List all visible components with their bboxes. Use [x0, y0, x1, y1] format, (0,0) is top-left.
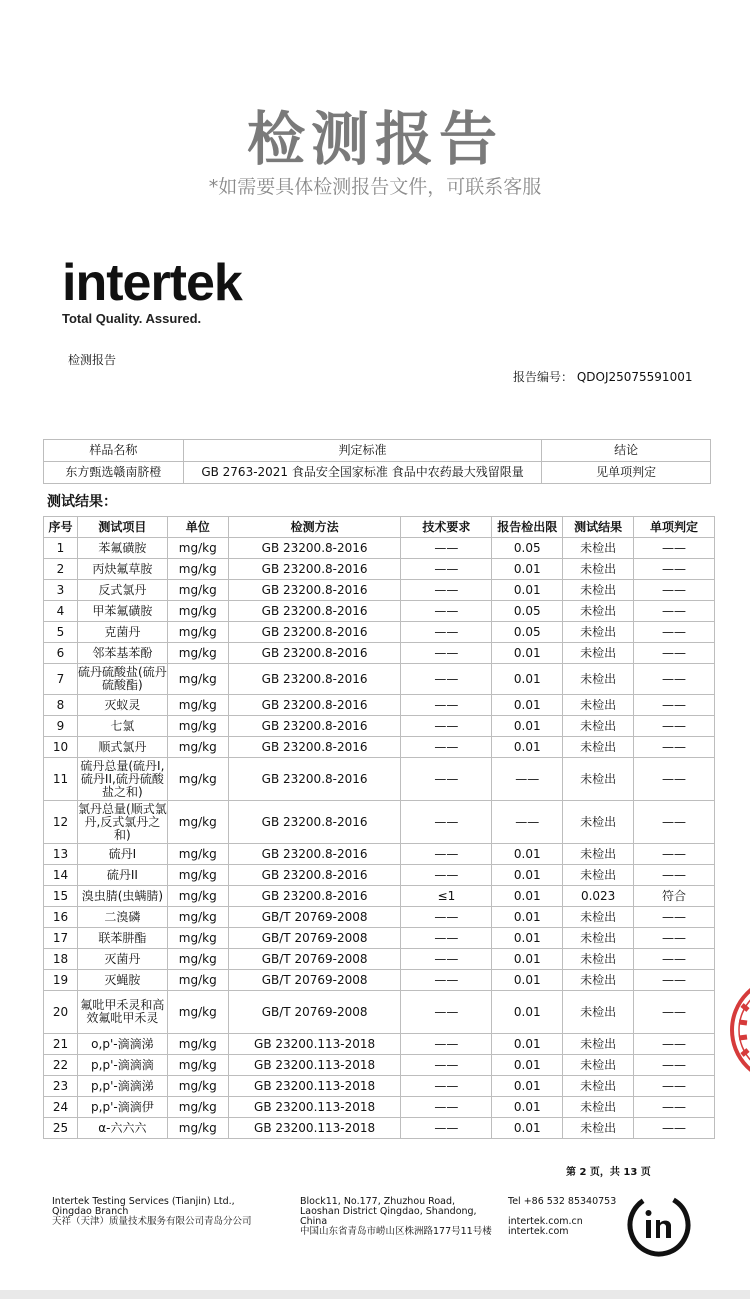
- table-cell: ——: [401, 991, 492, 1034]
- table-cell: 未检出: [563, 758, 634, 801]
- table-cell: mg/kg: [167, 643, 228, 664]
- table-cell: GB 23200.8-2016: [228, 865, 401, 886]
- page-subheading: *如需要具体检测报告文件，可联系客服: [208, 176, 542, 198]
- table-cell: 0.01: [492, 737, 563, 758]
- table-cell: 9: [44, 716, 78, 737]
- table-cell: 0.01: [492, 1076, 563, 1097]
- table-cell: mg/kg: [167, 664, 228, 695]
- summary-header-row: [44, 440, 711, 462]
- table-cell: 未检出: [563, 970, 634, 991]
- table-cell: 丙炔氟草胺: [77, 559, 167, 580]
- table-row: [44, 1097, 715, 1118]
- table-cell: ——: [634, 1055, 715, 1076]
- table-cell: 0.01: [492, 643, 563, 664]
- table-cell: 23: [44, 1076, 78, 1097]
- table-cell: GB 23200.8-2016: [228, 737, 401, 758]
- table-cell: 0.01: [492, 1055, 563, 1076]
- table-cell: ——: [401, 737, 492, 758]
- table-cell: 0.01: [492, 949, 563, 970]
- table-cell: GB 23200.8-2016: [228, 695, 401, 716]
- table-cell: ——: [401, 716, 492, 737]
- results-header-cell: 单项判定: [634, 517, 715, 538]
- table-cell: GB 23200.8-2016: [228, 801, 401, 844]
- table-cell: 0.01: [492, 844, 563, 865]
- table-cell: 22: [44, 1055, 78, 1076]
- table-cell: ——: [401, 970, 492, 991]
- table-cell: ——: [401, 1118, 492, 1139]
- table-cell: mg/kg: [167, 865, 228, 886]
- intertek-logo: [62, 255, 242, 326]
- results-header-cell: 检测方法: [228, 517, 401, 538]
- table-cell: 未检出: [563, 991, 634, 1034]
- table-cell: 硫丹总量(硫丹I,硫丹II,硫丹硫酸盐之和): [77, 758, 167, 801]
- table-cell: ——: [634, 1097, 715, 1118]
- results-header-cell: 报告检出限: [492, 517, 563, 538]
- table-cell: mg/kg: [167, 1118, 228, 1139]
- table-cell: 0.01: [492, 886, 563, 907]
- table-cell: 未检出: [563, 949, 634, 970]
- table-cell: 0.05: [492, 622, 563, 643]
- table-cell: 16: [44, 907, 78, 928]
- table-row: [44, 643, 715, 664]
- table-cell: ——: [401, 695, 492, 716]
- table-cell: 氯丹总量(顺式氯丹,反式氯丹之和): [78, 801, 167, 842]
- table-cell: ——: [634, 758, 715, 801]
- table-cell: GB 23200.8-2016: [228, 622, 401, 643]
- table-cell: ——: [401, 865, 492, 886]
- table-cell: 0.01: [492, 580, 563, 601]
- table-cell: 11: [44, 758, 78, 801]
- table-cell: mg/kg: [167, 928, 228, 949]
- table-cell: 0.01: [492, 928, 563, 949]
- table-cell: ——: [634, 601, 715, 622]
- table-cell: 灭菌丹: [77, 949, 167, 970]
- table-cell: GB/T 20769-2008: [228, 907, 401, 928]
- table-cell: 灭蝇胺: [77, 970, 167, 991]
- table-cell: 二溴磷: [77, 907, 167, 928]
- table-cell: 12: [44, 801, 78, 844]
- table-cell: α-六六六: [77, 1118, 167, 1139]
- table-cell: 19: [44, 970, 78, 991]
- table-cell: 15: [44, 886, 78, 907]
- table-cell: ——: [634, 1118, 715, 1139]
- table-cell: 20: [44, 991, 78, 1034]
- table-cell: 克菌丹: [77, 622, 167, 643]
- table-cell: o,p'-滴滴涕: [77, 1034, 167, 1055]
- table-cell: 符合: [634, 886, 715, 907]
- table-row: [44, 928, 715, 949]
- logo-tagline: Total Quality. Assured.: [62, 311, 202, 326]
- table-cell: 8: [44, 695, 78, 716]
- table-cell: mg/kg: [167, 991, 228, 1034]
- table-cell: ——: [492, 801, 563, 844]
- table-cell: ——: [401, 559, 492, 580]
- table-cell: ——: [401, 907, 492, 928]
- address-en: Block11, No.177, Zhuzhou Road, Laoshan District Qingdao, Shandong, China: [300, 1196, 477, 1227]
- table-row: [44, 695, 715, 716]
- table-cell: GB 23200.8-2016: [228, 601, 401, 622]
- table-cell: 17: [44, 928, 78, 949]
- table-cell: ——: [634, 737, 715, 758]
- table-cell: 10: [44, 737, 78, 758]
- table-cell: 14: [44, 865, 78, 886]
- table-row: [44, 716, 715, 737]
- table-row: [44, 538, 715, 559]
- results-body: [44, 538, 715, 1139]
- results-table: [43, 516, 715, 1139]
- table-cell: 0.01: [492, 664, 563, 695]
- table-cell: 1: [44, 538, 78, 559]
- results-header-cell: 单位: [167, 517, 228, 538]
- table-cell: GB/T 20769-2008: [228, 991, 401, 1034]
- table-cell: ——: [634, 538, 715, 559]
- table-cell: mg/kg: [167, 538, 228, 559]
- table-cell: 未检出: [563, 865, 634, 886]
- table-cell: p,p'-滴滴伊: [77, 1097, 167, 1118]
- table-cell: ——: [634, 1034, 715, 1055]
- table-cell: GB 23200.8-2016: [228, 664, 401, 695]
- table-cell: ——: [401, 622, 492, 643]
- table-cell: 硫丹硫酸盐(硫丹硫酸酯): [77, 664, 167, 695]
- table-cell: 0.05: [492, 601, 563, 622]
- table-cell: mg/kg: [167, 1034, 228, 1055]
- website[interactable]: intertek.com: [508, 1226, 569, 1237]
- table-cell: mg/kg: [167, 844, 228, 865]
- document-label: 检测报告: [68, 353, 117, 367]
- table-cell: ——: [634, 559, 715, 580]
- table-cell: 未检出: [563, 695, 634, 716]
- table-cell: ——: [634, 580, 715, 601]
- results-header-cell: 测试项目: [77, 517, 167, 538]
- table-cell: 0.01: [492, 1034, 563, 1055]
- bottom-bar: [0, 1290, 750, 1299]
- table-cell: mg/kg: [167, 907, 228, 928]
- judgment-standard: GB 2763-2021 食品安全国家标准 食品中农药最大残留限量: [183, 462, 541, 484]
- results-header-cell: 序号: [44, 517, 78, 538]
- table-cell: 邻苯基苯酚: [77, 643, 167, 664]
- table-cell: 7: [44, 664, 78, 695]
- sample-name: 东方甄选赣南脐橙: [44, 462, 184, 484]
- table-row: [44, 664, 715, 695]
- table-row: [44, 758, 715, 801]
- table-cell: 未检出: [563, 601, 634, 622]
- table-cell: ——: [492, 758, 563, 801]
- table-cell: 溴虫腈(虫螨腈): [77, 886, 167, 907]
- table-cell: ——: [634, 865, 715, 886]
- table-cell: 硫丹I: [77, 844, 167, 865]
- table-cell: GB/T 20769-2008: [228, 949, 401, 970]
- table-row: [44, 991, 715, 1034]
- page-number: 第 2 页，共 13 页: [566, 1167, 651, 1178]
- table-cell: ——: [634, 970, 715, 991]
- table-cell: mg/kg: [167, 949, 228, 970]
- table-cell: ——: [401, 949, 492, 970]
- intertek-circle-logo-icon: [626, 1192, 692, 1258]
- table-cell: 13: [44, 844, 78, 865]
- table-cell: mg/kg: [167, 886, 228, 907]
- table-row: [44, 886, 715, 907]
- table-cell: mg/kg: [167, 737, 228, 758]
- table-cell: 未检出: [563, 801, 634, 844]
- table-cell: 七氯: [77, 716, 167, 737]
- table-cell: 未检出: [563, 716, 634, 737]
- table-row: [44, 907, 715, 928]
- table-cell: ——: [634, 1076, 715, 1097]
- table-cell: ——: [634, 949, 715, 970]
- report-number: 报告编号： QDOJ25075591001: [513, 370, 693, 384]
- table-cell: 24: [44, 1097, 78, 1118]
- table-row: [44, 601, 715, 622]
- table-cell: ——: [634, 928, 715, 949]
- table-cell: ——: [634, 664, 715, 695]
- table-cell: 未检出: [563, 559, 634, 580]
- table-cell: 未检出: [563, 580, 634, 601]
- table-cell: ——: [634, 695, 715, 716]
- table-row: [44, 949, 715, 970]
- table-row: [44, 1118, 715, 1139]
- company-name-en: Intertek Testing Services (Tianjin) Ltd., Qingdao Branch: [52, 1196, 235, 1217]
- table-cell: mg/kg: [167, 695, 228, 716]
- summary-header-cell: 样品名称: [44, 440, 184, 462]
- table-cell: 未检出: [563, 622, 634, 643]
- table-cell: mg/kg: [167, 1055, 228, 1076]
- table-cell: ——: [401, 928, 492, 949]
- table-cell: 未检出: [563, 1076, 634, 1097]
- table-row: [44, 801, 715, 844]
- table-cell: p,p'-滴滴涕: [77, 1076, 167, 1097]
- table-cell: mg/kg: [167, 758, 228, 801]
- table-cell: mg/kg: [167, 970, 228, 991]
- table-cell: ——: [634, 643, 715, 664]
- table-cell: 4: [44, 601, 78, 622]
- table-cell: GB 23200.8-2016: [228, 538, 401, 559]
- conclusion: 见单项判定: [542, 462, 711, 484]
- table-cell: 未检出: [563, 664, 634, 695]
- table-cell: 氟吡甲禾灵和高效氟吡甲禾灵: [77, 991, 167, 1034]
- table-cell: 0.01: [492, 1097, 563, 1118]
- table-cell: ——: [401, 801, 492, 844]
- table-cell: ——: [401, 1034, 492, 1055]
- table-cell: ≤1: [401, 886, 492, 907]
- table-cell: mg/kg: [167, 601, 228, 622]
- table-cell: p,p'-滴滴滴: [77, 1055, 167, 1076]
- table-cell: GB 23200.8-2016: [228, 758, 401, 801]
- red-seal-stamp-icon: [722, 960, 750, 1100]
- table-row: [44, 970, 715, 991]
- table-row: [44, 1055, 715, 1076]
- table-cell: 6: [44, 643, 78, 664]
- table-cell: ——: [401, 1055, 492, 1076]
- address-cn: 中国山东省青岛市崂山区株洲路177号11号楼: [300, 1226, 492, 1237]
- table-cell: mg/kg: [167, 716, 228, 737]
- table-cell: 0.01: [492, 1118, 563, 1139]
- table-cell: 灭蚁灵: [77, 695, 167, 716]
- results-title: 测试结果：: [47, 494, 117, 510]
- table-cell: ——: [401, 844, 492, 865]
- table-cell: 0.023: [563, 886, 634, 907]
- table-cell: ——: [401, 1076, 492, 1097]
- table-cell: 反式氯丹: [77, 580, 167, 601]
- table-cell: ——: [634, 907, 715, 928]
- table-cell: GB 23200.8-2016: [228, 559, 401, 580]
- table-cell: 联苯肼酯: [77, 928, 167, 949]
- table-cell: GB/T 20769-2008: [228, 928, 401, 949]
- summary-header-cell: 判定标准: [183, 440, 541, 462]
- table-cell: 未检出: [563, 737, 634, 758]
- table-cell: 0.01: [492, 716, 563, 737]
- footer-contact: [508, 1197, 618, 1237]
- table-cell: 未检出: [563, 538, 634, 559]
- table-cell: GB 23200.8-2016: [228, 716, 401, 737]
- footer-address: [300, 1197, 495, 1237]
- table-cell: ——: [401, 758, 492, 801]
- table-cell: ——: [634, 844, 715, 865]
- footer-company: [52, 1197, 277, 1227]
- table-cell: 0.01: [492, 907, 563, 928]
- table-cell: 18: [44, 949, 78, 970]
- table-cell: 未检出: [563, 928, 634, 949]
- table-cell: GB 23200.8-2016: [228, 580, 401, 601]
- company-name-cn: 天祥（天津）质量技术服务有限公司青岛分公司: [52, 1216, 252, 1227]
- table-cell: 未检出: [563, 1097, 634, 1118]
- table-cell: GB/T 20769-2008: [228, 970, 401, 991]
- page-heading: 检测报告: [246, 105, 503, 173]
- table-cell: 3: [44, 580, 78, 601]
- table-cell: GB 23200.113-2018: [228, 1055, 401, 1076]
- table-cell: ——: [401, 1097, 492, 1118]
- table-cell: 未检出: [563, 1055, 634, 1076]
- table-cell: mg/kg: [167, 580, 228, 601]
- table-cell: 0.01: [492, 695, 563, 716]
- summary-data-row: [44, 462, 711, 484]
- table-cell: 0.05: [492, 538, 563, 559]
- table-cell: GB 23200.113-2018: [228, 1118, 401, 1139]
- table-cell: 未检出: [563, 1034, 634, 1055]
- table-cell: ——: [401, 580, 492, 601]
- table-cell: ——: [634, 991, 715, 1034]
- table-row: [44, 1076, 715, 1097]
- table-cell: 苯氟磺胺: [77, 538, 167, 559]
- table-cell: 0.01: [492, 865, 563, 886]
- table-cell: 25: [44, 1118, 78, 1139]
- results-header-cell: 测试结果: [563, 517, 634, 538]
- table-cell: 21: [44, 1034, 78, 1055]
- table-row: [44, 844, 715, 865]
- table-cell: mg/kg: [167, 1076, 228, 1097]
- table-cell: ——: [634, 801, 715, 844]
- table-cell: 未检出: [563, 844, 634, 865]
- table-cell: mg/kg: [167, 559, 228, 580]
- table-cell: mg/kg: [167, 622, 228, 643]
- table-cell: 2: [44, 559, 78, 580]
- table-cell: GB 23200.113-2018: [228, 1097, 401, 1118]
- table-cell: ——: [401, 643, 492, 664]
- logo-wordmark: intertek: [62, 254, 242, 312]
- table-cell: mg/kg: [167, 801, 228, 844]
- table-cell: 未检出: [563, 1118, 634, 1139]
- results-header-cell: 技术要求: [401, 517, 492, 538]
- table-row: [44, 580, 715, 601]
- table-cell: 5: [44, 622, 78, 643]
- table-cell: GB 23200.8-2016: [228, 886, 401, 907]
- table-cell: 顺式氯丹: [77, 737, 167, 758]
- table-cell: 甲苯氟磺胺: [77, 601, 167, 622]
- table-cell: 未检出: [563, 907, 634, 928]
- website-cn[interactable]: intertek.com.cn: [508, 1216, 583, 1227]
- table-cell: GB 23200.8-2016: [228, 643, 401, 664]
- table-cell: GB 23200.113-2018: [228, 1076, 401, 1097]
- table-row: [44, 622, 715, 643]
- table-row: [44, 865, 715, 886]
- table-cell: GB 23200.113-2018: [228, 1034, 401, 1055]
- table-cell: ——: [634, 622, 715, 643]
- table-cell: GB 23200.8-2016: [228, 844, 401, 865]
- table-cell: mg/kg: [167, 1097, 228, 1118]
- table-cell: ——: [401, 538, 492, 559]
- summary-table: [43, 439, 711, 484]
- table-row: [44, 559, 715, 580]
- table-cell: 0.01: [492, 559, 563, 580]
- table-cell: ——: [401, 601, 492, 622]
- table-row: [44, 1034, 715, 1055]
- table-cell: ——: [401, 664, 492, 695]
- table-row: [44, 737, 715, 758]
- table-cell: 0.01: [492, 991, 563, 1034]
- table-cell: 硫丹II: [77, 865, 167, 886]
- summary-header-cell: 结论: [542, 440, 711, 462]
- results-header-row: [44, 517, 715, 538]
- table-cell: ——: [634, 716, 715, 737]
- table-cell: 未检出: [563, 643, 634, 664]
- table-cell: 0.01: [492, 970, 563, 991]
- telephone: Tel +86 532 85340753: [508, 1196, 617, 1207]
